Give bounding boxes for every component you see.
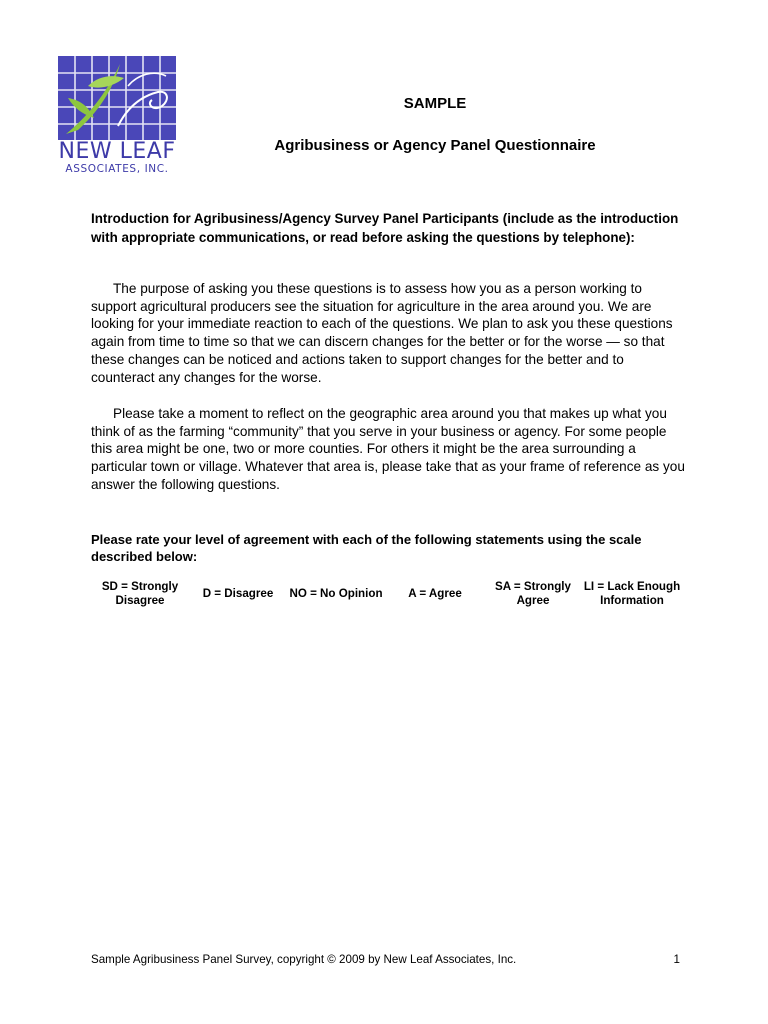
intro-paragraph-2: Please take a moment to reflect on the geographic area around you that makes up what you think of as the farming “community” that you serve in your business or agency. For some people this area might be one, two or more counties. For others it might be the area surrounding a particular town or village. Whatever that area is, please take that as your frame of reference as you answer the following questions. [91,406,685,492]
logo-name: NEW LEAF [58,139,176,164]
intro-paragraph-1: The purpose of asking you these questions is to assess how you as a person working to support agricultural producers see the situation for agriculture in the area around you. We are looking for your immediate reaction to each of the questions. We plan to ask you these questions again from time to time so that we can discern changes for the better or for the worse — so that these changes can be noticed and actions taken to support changes for the better and to counteract any changes for the worse. [91,281,673,385]
logo-subtitle: ASSOCIATES, INC. [65,163,169,175]
scale-strongly-disagree: SD = Strongly Disagree [101,579,179,607]
intro-heading: Introduction for Agribusiness/Agency Survey Panel Participants (include as the introduction with appropriate communications, or read before asking the questions by telephone): [91,211,679,245]
page-number: 1 [673,953,680,966]
rating-instructions: Please rate your level of agreement with each of the following statements using the scale described below: [91,532,642,564]
new-leaf-logo [54,56,180,175]
scale-strongly-agree: SA = Strongly Agree [495,579,571,607]
scale-lack-information: LI = Lack Enough Information [583,579,681,607]
leaf-grid-icon [58,56,176,140]
scale-agree: A = Agree [408,586,462,600]
document-title: Agribusiness or Agency Panel Questionnaire [274,137,596,154]
footer-copyright: Sample Agribusiness Panel Survey, copyright © 2009 by New Leaf Associates, Inc. [91,953,517,966]
scale-no-opinion: NO = No Opinion [289,586,383,600]
rating-scale [88,570,684,618]
sample-label: SAMPLE [403,95,467,112]
scale-disagree: D = Disagree [202,586,274,600]
